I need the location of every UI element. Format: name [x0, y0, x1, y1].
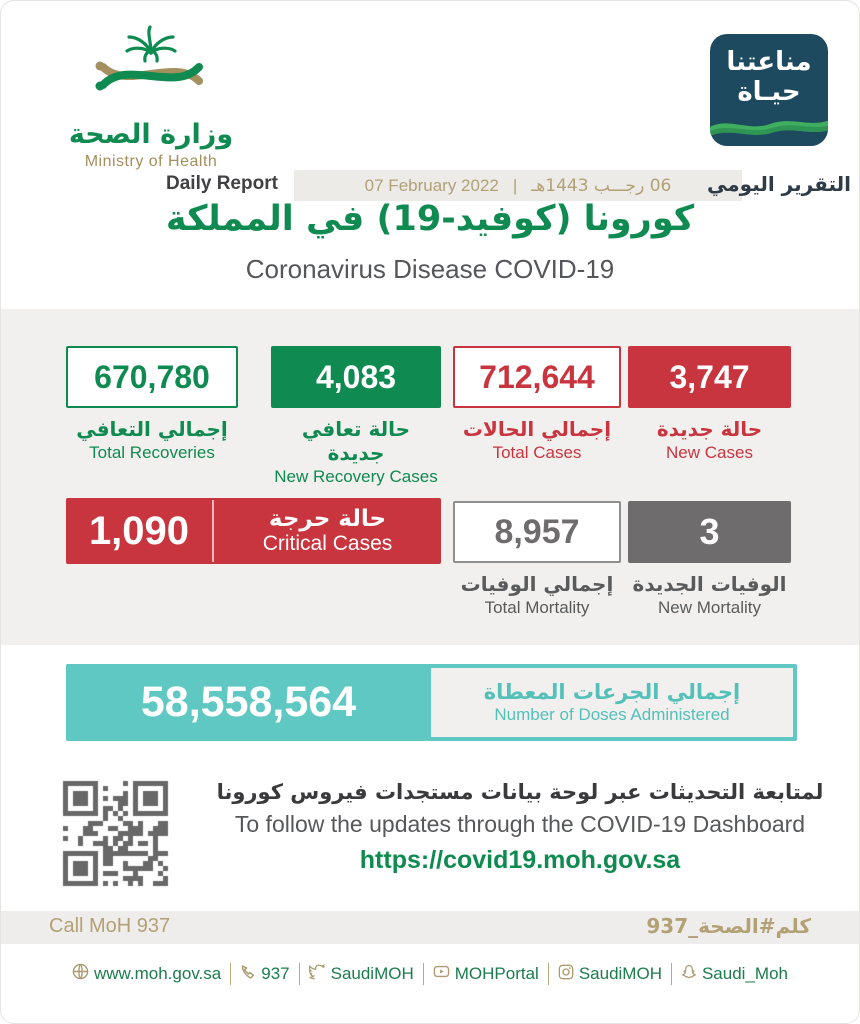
moh-logo: [56, 23, 246, 171]
twitter-link[interactable]: [309, 963, 414, 985]
website-label: www.moh.gov.sa: [94, 964, 222, 983]
stat-total-cases: [453, 346, 621, 463]
doses-label-en: Number of Doses Administered: [494, 704, 730, 724]
stat-total-mortality: [453, 501, 621, 618]
report-header-row: [1, 170, 859, 202]
dashboard-line-ar: لمتابعة التحديثات عبر لوحة بيانات مستجدات فيروس كورونا: [216, 780, 824, 804]
phone-icon: [240, 964, 256, 985]
twitter-label: SaudiMOH: [330, 964, 414, 983]
new-cases-label-ar: حالة جديدة: [656, 417, 763, 441]
call-moh-label-en: Call MoH 937: [49, 915, 171, 937]
instagram-icon: [558, 964, 574, 985]
total-mortality-label-ar: إجمالي الوفيات: [460, 572, 614, 596]
new-cases-value: 3,747: [628, 346, 791, 408]
critical-cases-label-en: Critical Cases: [262, 532, 393, 556]
critical-cases-value: 1,090: [88, 508, 190, 553]
immunity-campaign-badge: [710, 34, 828, 146]
separator: [423, 963, 424, 985]
youtube-icon: [433, 963, 450, 985]
doses-administered-bar: [66, 664, 797, 741]
total-mortality-label-en: Total Mortality: [484, 598, 590, 617]
total-cases-value: 712,644: [453, 346, 621, 408]
snapchat-label: Saudi_Moh: [701, 964, 788, 983]
stat-new-mortality: [628, 501, 791, 618]
instagram-link[interactable]: [558, 964, 662, 985]
new-cases-label-en: New Cases: [666, 443, 753, 462]
moh-name-arabic: وزارة الصحة: [68, 119, 234, 150]
new-recovery-cases-label-en: New Recovery Cases: [274, 467, 438, 486]
twitter-icon: [309, 963, 326, 985]
statistics-panel: [1, 309, 859, 645]
stat-new-recovery-cases: [271, 346, 441, 487]
date-hijri: 06 رجـــب 1443هـ: [531, 175, 672, 196]
date-gregorian: 07 February 2022: [364, 175, 499, 195]
badge-line1: مناعتنا: [726, 47, 812, 77]
page-title-arabic: كورونا (كوفيد-19) في المملكة: [165, 199, 695, 239]
separator: [299, 963, 300, 985]
new-recovery-cases-label-ar: حالة تعافي جديدة: [301, 417, 411, 465]
globe-icon: [72, 963, 89, 985]
page-title-english: Coronavirus Disease COVID-19: [245, 254, 615, 284]
daily-report-label-en: Daily Report: [166, 173, 278, 194]
stat-new-cases: [628, 346, 791, 463]
youtube-link[interactable]: [433, 963, 539, 985]
stat-critical-cases: [66, 498, 441, 564]
separator: [230, 963, 231, 985]
new-mortality-value: 3: [628, 501, 791, 563]
critical-cases-label-ar: حالة حرجة: [268, 505, 387, 532]
doses-label: [431, 668, 793, 737]
total-recoveries-label-en: Total Recoveries: [89, 443, 215, 462]
instagram-label: SaudiMOH: [578, 964, 662, 983]
snapchat-icon: [681, 964, 697, 985]
total-cases-label-ar: إجمالي الحالات: [462, 417, 612, 441]
doses-label-ar: إجمالي الجرعات المعطاة: [483, 679, 741, 704]
moh-name-english: Ministry of Health: [84, 152, 218, 170]
new-mortality-label-en: New Mortality: [658, 598, 761, 617]
dashboard-url-link[interactable]: https://covid19.moh.gov.sa: [359, 846, 681, 874]
separator: [671, 963, 672, 985]
date-strip: [294, 170, 742, 201]
qr-code: [58, 776, 182, 900]
phone-link[interactable]: [240, 964, 289, 985]
youtube-label: MOHPortal: [454, 964, 539, 983]
date-separator: |: [512, 175, 518, 195]
stat-total-recoveries: [66, 346, 238, 463]
moh-emblem-icon: [87, 102, 215, 119]
separator: [548, 963, 549, 985]
dashboard-info: [196, 780, 844, 875]
doses-value: 58,558,564: [140, 678, 357, 726]
badge-line2: حيـاة: [737, 76, 801, 107]
snapchat-link[interactable]: [681, 964, 788, 985]
new-recovery-cases-value: 4,083: [271, 346, 441, 408]
total-recoveries-label-ar: إجمالي التعافي: [76, 417, 228, 441]
website-link[interactable]: [72, 963, 221, 985]
total-cases-label-en: Total Cases: [492, 443, 582, 462]
phone-label: 937: [261, 964, 290, 983]
dashboard-line-en: To follow the updates through the COVID-19 Dashboard: [234, 811, 806, 837]
new-mortality-label-ar: الوفيات الجديدة: [632, 572, 787, 596]
wave-icon: [710, 112, 828, 138]
total-recoveries-value: 670,780: [66, 346, 238, 408]
daily-report-label-ar: التقرير اليومي: [707, 172, 851, 196]
call-moh-bar: [1, 911, 859, 944]
call-moh-hashtag-ar: كلم#الصحة_937: [646, 914, 811, 938]
social-links-row: [1, 963, 859, 985]
total-mortality-value: 8,957: [453, 501, 621, 563]
